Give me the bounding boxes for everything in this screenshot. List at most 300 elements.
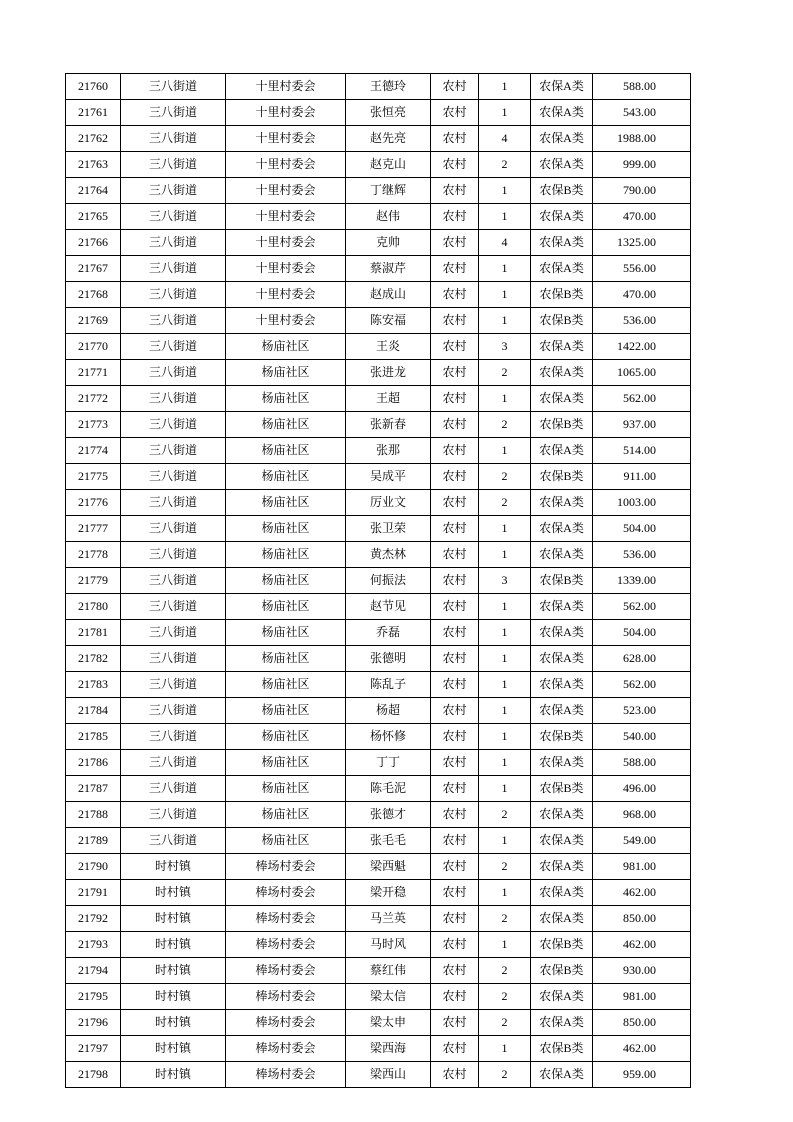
insurance-type-cell: 农保A类: [531, 1062, 593, 1088]
village-committee-cell: 棒场村委会: [226, 1062, 346, 1088]
serial-number-cell: 21775: [66, 464, 121, 490]
street-town-cell: 三八街道: [121, 282, 226, 308]
person-count-cell: 1: [479, 542, 531, 568]
amount-cell: 562.00: [593, 594, 691, 620]
amount-cell: 981.00: [593, 984, 691, 1010]
person-name-cell: 杨超: [346, 698, 431, 724]
table-row: [66, 1036, 691, 1062]
village-committee-cell: 棒场村委会: [226, 932, 346, 958]
person-count-cell: 2: [479, 152, 531, 178]
village-committee-cell: 杨庙社区: [226, 386, 346, 412]
table-row: [66, 308, 691, 334]
amount-cell: 514.00: [593, 438, 691, 464]
person-name-cell: 张那: [346, 438, 431, 464]
person-count-cell: 1: [479, 698, 531, 724]
person-count-cell: 4: [479, 230, 531, 256]
person-name-cell: 蔡红伟: [346, 958, 431, 984]
person-count-cell: 1: [479, 1036, 531, 1062]
residence-type-cell: 农村: [431, 698, 479, 724]
amount-cell: 562.00: [593, 386, 691, 412]
village-committee-cell: 棒场村委会: [226, 854, 346, 880]
residence-type-cell: 农村: [431, 308, 479, 334]
person-count-cell: 2: [479, 1010, 531, 1036]
residence-type-cell: 农村: [431, 100, 479, 126]
street-town-cell: 时村镇: [121, 906, 226, 932]
insurance-type-cell: 农保B类: [531, 1036, 593, 1062]
residence-type-cell: 农村: [431, 594, 479, 620]
insurance-type-cell: 农保A类: [531, 516, 593, 542]
table-row: [66, 594, 691, 620]
street-town-cell: 三八街道: [121, 204, 226, 230]
insurance-type-cell: 农保A类: [531, 204, 593, 230]
person-count-cell: 1: [479, 880, 531, 906]
village-committee-cell: 十里村委会: [226, 308, 346, 334]
serial-number-cell: 21778: [66, 542, 121, 568]
person-count-cell: 1: [479, 776, 531, 802]
serial-number-cell: 21772: [66, 386, 121, 412]
street-town-cell: 三八街道: [121, 386, 226, 412]
village-committee-cell: 杨庙社区: [226, 594, 346, 620]
village-committee-cell: 杨庙社区: [226, 360, 346, 386]
person-count-cell: 2: [479, 1062, 531, 1088]
insurance-type-cell: 农保B类: [531, 412, 593, 438]
person-count-cell: 2: [479, 984, 531, 1010]
amount-cell: 850.00: [593, 1010, 691, 1036]
village-committee-cell: 棒场村委会: [226, 958, 346, 984]
insurance-type-cell: 农保B类: [531, 282, 593, 308]
person-name-cell: 王德玲: [346, 74, 431, 100]
person-name-cell: 丁丁: [346, 750, 431, 776]
table-row: [66, 880, 691, 906]
village-committee-cell: 十里村委会: [226, 204, 346, 230]
amount-cell: 930.00: [593, 958, 691, 984]
street-town-cell: 三八街道: [121, 672, 226, 698]
table-row: [66, 542, 691, 568]
street-town-cell: 三八街道: [121, 828, 226, 854]
amount-cell: 504.00: [593, 620, 691, 646]
table-row: [66, 698, 691, 724]
table-row: [66, 334, 691, 360]
amount-cell: 549.00: [593, 828, 691, 854]
village-committee-cell: 杨庙社区: [226, 776, 346, 802]
serial-number-cell: 21776: [66, 490, 121, 516]
street-town-cell: 时村镇: [121, 1062, 226, 1088]
insurance-type-cell: 农保A类: [531, 854, 593, 880]
amount-cell: 1065.00: [593, 360, 691, 386]
person-count-cell: 4: [479, 126, 531, 152]
table-row: [66, 438, 691, 464]
residence-type-cell: 农村: [431, 932, 479, 958]
table-row: [66, 568, 691, 594]
insurance-type-cell: 农保A类: [531, 100, 593, 126]
insurance-type-cell: 农保B类: [531, 958, 593, 984]
table-row: [66, 932, 691, 958]
person-name-cell: 赵克山: [346, 152, 431, 178]
serial-number-cell: 21784: [66, 698, 121, 724]
street-town-cell: 三八街道: [121, 594, 226, 620]
residence-type-cell: 农村: [431, 958, 479, 984]
village-committee-cell: 棒场村委会: [226, 1036, 346, 1062]
village-committee-cell: 杨庙社区: [226, 412, 346, 438]
street-town-cell: 三八街道: [121, 256, 226, 282]
amount-cell: 536.00: [593, 542, 691, 568]
street-town-cell: 三八街道: [121, 360, 226, 386]
street-town-cell: 时村镇: [121, 984, 226, 1010]
amount-cell: 999.00: [593, 152, 691, 178]
table-row: [66, 490, 691, 516]
person-name-cell: 克帅: [346, 230, 431, 256]
serial-number-cell: 21777: [66, 516, 121, 542]
amount-cell: 790.00: [593, 178, 691, 204]
insurance-type-cell: 农保A类: [531, 828, 593, 854]
insurance-type-cell: 农保A类: [531, 334, 593, 360]
person-count-cell: 1: [479, 282, 531, 308]
amount-cell: 1422.00: [593, 334, 691, 360]
table-row: [66, 204, 691, 230]
village-committee-cell: 杨庙社区: [226, 464, 346, 490]
table-body: [66, 74, 691, 1088]
serial-number-cell: 21765: [66, 204, 121, 230]
amount-cell: 850.00: [593, 906, 691, 932]
person-name-cell: 乔磊: [346, 620, 431, 646]
amount-cell: 536.00: [593, 308, 691, 334]
person-name-cell: 张德才: [346, 802, 431, 828]
insurance-type-cell: 农保A类: [531, 360, 593, 386]
residence-type-cell: 农村: [431, 256, 479, 282]
insurance-type-cell: 农保A类: [531, 490, 593, 516]
street-town-cell: 三八街道: [121, 620, 226, 646]
amount-cell: 1325.00: [593, 230, 691, 256]
person-count-cell: 1: [479, 308, 531, 334]
residence-type-cell: 农村: [431, 620, 479, 646]
street-town-cell: 三八街道: [121, 464, 226, 490]
residence-type-cell: 农村: [431, 802, 479, 828]
serial-number-cell: 21774: [66, 438, 121, 464]
table-row: [66, 724, 691, 750]
street-town-cell: 三八街道: [121, 152, 226, 178]
table-row: [66, 360, 691, 386]
street-town-cell: 三八街道: [121, 542, 226, 568]
serial-number-cell: 21795: [66, 984, 121, 1010]
insurance-type-cell: 农保A类: [531, 1010, 593, 1036]
person-name-cell: 张德明: [346, 646, 431, 672]
serial-number-cell: 21793: [66, 932, 121, 958]
residence-type-cell: 农村: [431, 360, 479, 386]
street-town-cell: 三八街道: [121, 126, 226, 152]
village-committee-cell: 十里村委会: [226, 256, 346, 282]
street-town-cell: 三八街道: [121, 516, 226, 542]
table-row: [66, 256, 691, 282]
serial-number-cell: 21790: [66, 854, 121, 880]
street-town-cell: 三八街道: [121, 178, 226, 204]
village-committee-cell: 杨庙社区: [226, 438, 346, 464]
insurance-type-cell: 农保A类: [531, 386, 593, 412]
person-name-cell: 马时风: [346, 932, 431, 958]
residence-type-cell: 农村: [431, 906, 479, 932]
residence-type-cell: 农村: [431, 126, 479, 152]
street-town-cell: 三八街道: [121, 230, 226, 256]
person-name-cell: 赵伟: [346, 204, 431, 230]
serial-number-cell: 21780: [66, 594, 121, 620]
table-row: [66, 282, 691, 308]
person-count-cell: 1: [479, 386, 531, 412]
insurance-type-cell: 农保B类: [531, 178, 593, 204]
village-committee-cell: 杨庙社区: [226, 750, 346, 776]
table-row: [66, 230, 691, 256]
amount-cell: 968.00: [593, 802, 691, 828]
residence-type-cell: 农村: [431, 178, 479, 204]
amount-cell: 504.00: [593, 516, 691, 542]
village-committee-cell: 棒场村委会: [226, 880, 346, 906]
street-town-cell: 三八街道: [121, 490, 226, 516]
person-count-cell: 1: [479, 828, 531, 854]
amount-cell: 959.00: [593, 1062, 691, 1088]
amount-cell: 462.00: [593, 880, 691, 906]
residence-type-cell: 农村: [431, 724, 479, 750]
street-town-cell: 三八街道: [121, 724, 226, 750]
street-town-cell: 三八街道: [121, 776, 226, 802]
village-committee-cell: 杨庙社区: [226, 620, 346, 646]
serial-number-cell: 21798: [66, 1062, 121, 1088]
person-name-cell: 梁西山: [346, 1062, 431, 1088]
person-count-cell: 1: [479, 646, 531, 672]
street-town-cell: 三八街道: [121, 698, 226, 724]
insurance-type-cell: 农保A类: [531, 256, 593, 282]
amount-cell: 462.00: [593, 932, 691, 958]
table-row: [66, 412, 691, 438]
insurance-type-cell: 农保B类: [531, 932, 593, 958]
residence-type-cell: 农村: [431, 282, 479, 308]
residence-type-cell: 农村: [431, 152, 479, 178]
insurance-type-cell: 农保A类: [531, 594, 593, 620]
amount-cell: 1988.00: [593, 126, 691, 152]
amount-cell: 462.00: [593, 1036, 691, 1062]
person-count-cell: 1: [479, 100, 531, 126]
person-count-cell: 1: [479, 932, 531, 958]
residence-type-cell: 农村: [431, 230, 479, 256]
village-committee-cell: 杨庙社区: [226, 724, 346, 750]
table-row: [66, 828, 691, 854]
serial-number-cell: 21786: [66, 750, 121, 776]
insurance-type-cell: 农保A类: [531, 880, 593, 906]
street-town-cell: 三八街道: [121, 412, 226, 438]
amount-cell: 523.00: [593, 698, 691, 724]
village-committee-cell: 杨庙社区: [226, 828, 346, 854]
amount-cell: 540.00: [593, 724, 691, 750]
person-name-cell: 梁太申: [346, 1010, 431, 1036]
street-town-cell: 时村镇: [121, 1036, 226, 1062]
village-committee-cell: 杨庙社区: [226, 542, 346, 568]
village-committee-cell: 十里村委会: [226, 282, 346, 308]
serial-number-cell: 21764: [66, 178, 121, 204]
person-name-cell: 张卫荣: [346, 516, 431, 542]
village-committee-cell: 杨庙社区: [226, 334, 346, 360]
person-count-cell: 2: [479, 464, 531, 490]
village-committee-cell: 十里村委会: [226, 100, 346, 126]
insurance-type-cell: 农保A类: [531, 698, 593, 724]
person-count-cell: 1: [479, 594, 531, 620]
street-town-cell: 三八街道: [121, 750, 226, 776]
amount-cell: 628.00: [593, 646, 691, 672]
serial-number-cell: 21768: [66, 282, 121, 308]
serial-number-cell: 21763: [66, 152, 121, 178]
serial-number-cell: 21766: [66, 230, 121, 256]
table-row: [66, 776, 691, 802]
residence-type-cell: 农村: [431, 386, 479, 412]
village-committee-cell: 棒场村委会: [226, 906, 346, 932]
village-committee-cell: 十里村委会: [226, 178, 346, 204]
street-town-cell: 三八街道: [121, 74, 226, 100]
residence-type-cell: 农村: [431, 750, 479, 776]
amount-cell: 981.00: [593, 854, 691, 880]
insurance-type-cell: 农保A类: [531, 646, 593, 672]
amount-cell: 1003.00: [593, 490, 691, 516]
person-name-cell: 张毛毛: [346, 828, 431, 854]
person-name-cell: 张新春: [346, 412, 431, 438]
serial-number-cell: 21782: [66, 646, 121, 672]
insurance-type-cell: 农保A类: [531, 750, 593, 776]
serial-number-cell: 21771: [66, 360, 121, 386]
table-row: [66, 672, 691, 698]
serial-number-cell: 21760: [66, 74, 121, 100]
serial-number-cell: 21767: [66, 256, 121, 282]
person-count-cell: 2: [479, 854, 531, 880]
table-row: [66, 74, 691, 100]
table-row: [66, 854, 691, 880]
amount-cell: 588.00: [593, 750, 691, 776]
amount-cell: 470.00: [593, 204, 691, 230]
person-name-cell: 赵先亮: [346, 126, 431, 152]
person-name-cell: 陈乱子: [346, 672, 431, 698]
village-committee-cell: 杨庙社区: [226, 490, 346, 516]
person-name-cell: 马兰英: [346, 906, 431, 932]
person-count-cell: 1: [479, 672, 531, 698]
person-count-cell: 2: [479, 490, 531, 516]
insurance-type-cell: 农保A类: [531, 230, 593, 256]
person-count-cell: 1: [479, 750, 531, 776]
serial-number-cell: 21762: [66, 126, 121, 152]
person-count-cell: 2: [479, 906, 531, 932]
residence-type-cell: 农村: [431, 516, 479, 542]
amount-cell: 562.00: [593, 672, 691, 698]
person-count-cell: 1: [479, 256, 531, 282]
table-row: [66, 958, 691, 984]
insurance-type-cell: 农保A类: [531, 984, 593, 1010]
amount-cell: 588.00: [593, 74, 691, 100]
table-row: [66, 1062, 691, 1088]
village-committee-cell: 十里村委会: [226, 152, 346, 178]
insurance-type-cell: 农保A类: [531, 906, 593, 932]
serial-number-cell: 21794: [66, 958, 121, 984]
insurance-type-cell: 农保B类: [531, 308, 593, 334]
person-name-cell: 陈安福: [346, 308, 431, 334]
person-name-cell: 厉业文: [346, 490, 431, 516]
residence-type-cell: 农村: [431, 1062, 479, 1088]
person-name-cell: 梁开稳: [346, 880, 431, 906]
amount-cell: 556.00: [593, 256, 691, 282]
person-name-cell: 梁西海: [346, 1036, 431, 1062]
serial-number-cell: 21792: [66, 906, 121, 932]
person-name-cell: 何振法: [346, 568, 431, 594]
village-committee-cell: 杨庙社区: [226, 698, 346, 724]
serial-number-cell: 21770: [66, 334, 121, 360]
village-committee-cell: 杨庙社区: [226, 646, 346, 672]
person-name-cell: 张进龙: [346, 360, 431, 386]
table-row: [66, 1010, 691, 1036]
person-name-cell: 吴成平: [346, 464, 431, 490]
village-committee-cell: 十里村委会: [226, 230, 346, 256]
village-committee-cell: 杨庙社区: [226, 516, 346, 542]
table-row: [66, 100, 691, 126]
residence-type-cell: 农村: [431, 438, 479, 464]
serial-number-cell: 21789: [66, 828, 121, 854]
table-row: [66, 152, 691, 178]
amount-cell: 911.00: [593, 464, 691, 490]
person-name-cell: 杨怀修: [346, 724, 431, 750]
insurance-type-cell: 农保B类: [531, 464, 593, 490]
insurance-type-cell: 农保A类: [531, 126, 593, 152]
residence-type-cell: 农村: [431, 880, 479, 906]
residence-type-cell: 农村: [431, 74, 479, 100]
person-name-cell: 赵成山: [346, 282, 431, 308]
village-committee-cell: 杨庙社区: [226, 568, 346, 594]
insurance-type-cell: 农保A类: [531, 74, 593, 100]
person-count-cell: 1: [479, 620, 531, 646]
residence-type-cell: 农村: [431, 1010, 479, 1036]
person-count-cell: 1: [479, 438, 531, 464]
residence-type-cell: 农村: [431, 854, 479, 880]
person-count-cell: 1: [479, 516, 531, 542]
street-town-cell: 三八街道: [121, 334, 226, 360]
street-town-cell: 三八街道: [121, 438, 226, 464]
person-name-cell: 丁继辉: [346, 178, 431, 204]
person-count-cell: 3: [479, 568, 531, 594]
serial-number-cell: 21769: [66, 308, 121, 334]
street-town-cell: 三八街道: [121, 802, 226, 828]
serial-number-cell: 21797: [66, 1036, 121, 1062]
person-count-cell: 1: [479, 724, 531, 750]
village-committee-cell: 棒场村委会: [226, 1010, 346, 1036]
insurance-type-cell: 农保A类: [531, 802, 593, 828]
table-row: [66, 516, 691, 542]
table-row: [66, 802, 691, 828]
street-town-cell: 三八街道: [121, 308, 226, 334]
street-town-cell: 三八街道: [121, 100, 226, 126]
residence-type-cell: 农村: [431, 334, 479, 360]
street-town-cell: 时村镇: [121, 854, 226, 880]
person-name-cell: 张恒亮: [346, 100, 431, 126]
village-committee-cell: 杨庙社区: [226, 802, 346, 828]
residence-type-cell: 农村: [431, 672, 479, 698]
person-name-cell: 黄杰林: [346, 542, 431, 568]
street-town-cell: 时村镇: [121, 880, 226, 906]
person-name-cell: 王超: [346, 386, 431, 412]
serial-number-cell: 21783: [66, 672, 121, 698]
residence-type-cell: 农村: [431, 464, 479, 490]
village-committee-cell: 十里村委会: [226, 74, 346, 100]
person-name-cell: 王炎: [346, 334, 431, 360]
insurance-type-cell: 农保B类: [531, 724, 593, 750]
person-count-cell: 2: [479, 958, 531, 984]
insurance-payment-table: [65, 73, 691, 1088]
street-town-cell: 三八街道: [121, 646, 226, 672]
insurance-type-cell: 农保A类: [531, 152, 593, 178]
table-row: [66, 464, 691, 490]
serial-number-cell: 21779: [66, 568, 121, 594]
amount-cell: 496.00: [593, 776, 691, 802]
table-row: [66, 646, 691, 672]
person-name-cell: 赵节见: [346, 594, 431, 620]
